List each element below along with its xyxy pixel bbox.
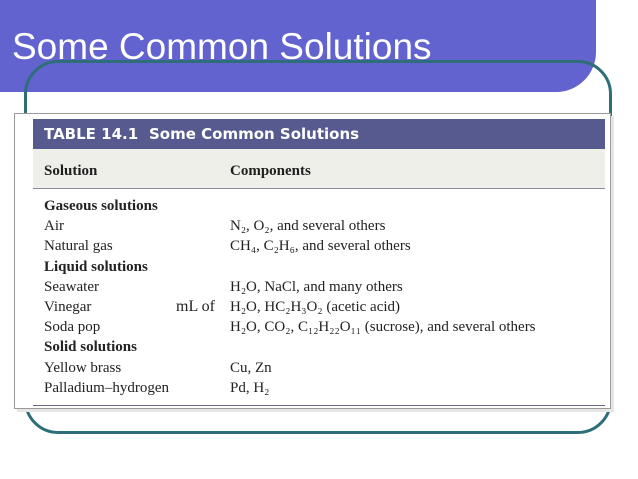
table-cell-solution: Soda pop xyxy=(44,319,101,336)
table-group-label: Gaseous solutions xyxy=(44,198,158,214)
solutions-table xyxy=(14,113,611,409)
table-row xyxy=(33,218,605,238)
table-row xyxy=(33,339,605,359)
table-title: Some Common Solutions xyxy=(149,125,360,143)
table-row xyxy=(33,360,605,380)
table-group-label: Solid solutions xyxy=(44,339,137,356)
table-cell-components: CH₄, C₂H₆, and several others xyxy=(230,238,411,255)
table-row xyxy=(33,279,605,299)
table-cell-solution: Air xyxy=(44,218,64,235)
column-header-components: Components xyxy=(230,163,311,179)
table-cell-solution: Seawater xyxy=(44,278,99,295)
table-row xyxy=(33,198,605,218)
table-row xyxy=(33,319,605,339)
overlay-text: mL of xyxy=(176,298,215,315)
table-row xyxy=(33,380,605,400)
table-row xyxy=(33,299,605,319)
table-row xyxy=(33,259,605,279)
table-cell-components: N₂, O₂, and several others xyxy=(230,218,386,235)
table-cell-components: H₂O, NaCl, and many others xyxy=(230,278,403,295)
table-cell-components: H₂O, HC₂H₃O₂ (acetic acid) xyxy=(230,299,401,315)
column-header-solution: Solution xyxy=(44,163,98,179)
table-cell-solution: Yellow brass xyxy=(44,359,122,376)
table-row xyxy=(33,238,605,258)
table-group-label: Liquid solutions xyxy=(44,258,148,275)
table-cell-components: Pd, H₂ xyxy=(230,379,270,396)
slide-title: Some Common Solutions xyxy=(12,26,432,67)
table-caption-bar xyxy=(33,119,605,149)
table-cell-solution: Natural gas xyxy=(44,238,113,255)
table-body xyxy=(33,119,605,406)
table-column-header-row xyxy=(33,149,605,189)
table-cell-solution: Palladium–hydrogen xyxy=(44,379,169,396)
table-cell-components: H₂O, CO₂, C₁₂H₂₂O₁₁ (sucrose), and several others xyxy=(230,319,536,336)
table-cell-components: Cu, Zn xyxy=(230,359,272,376)
table-cell-solution: Vinegar xyxy=(44,299,92,315)
table-number: TABLE 14.1 xyxy=(44,125,139,143)
